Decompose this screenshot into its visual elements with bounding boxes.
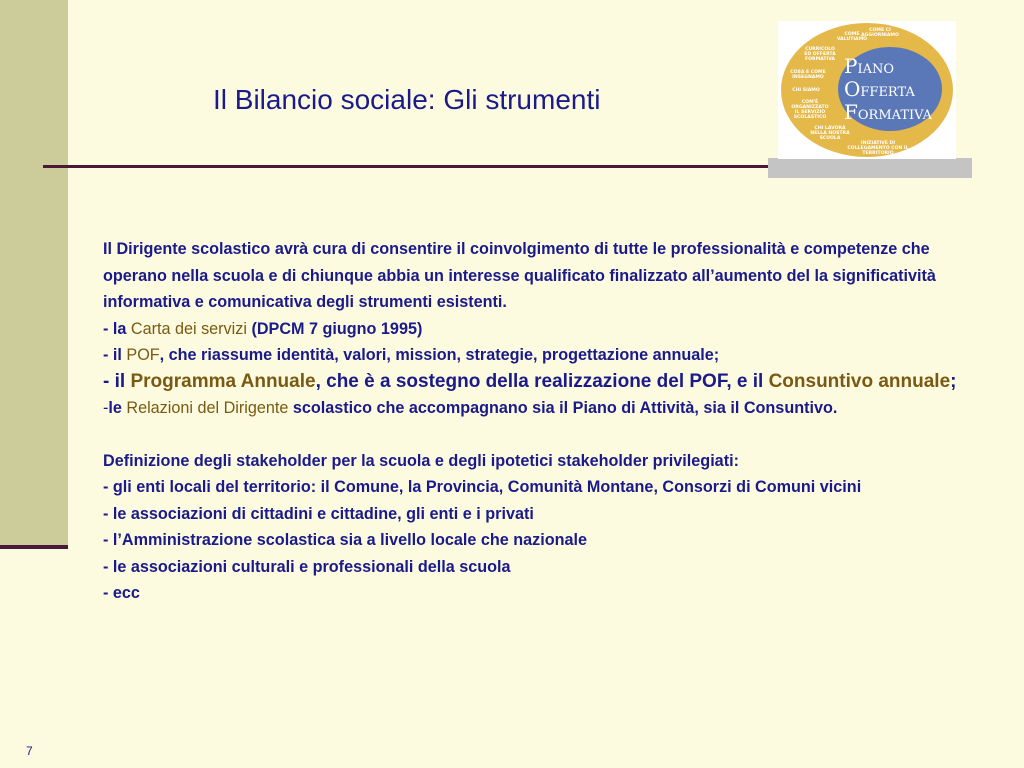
stakeholder-heading: Definizione degli stakeholder per la scuola e degli ipotetici stakeholder privilegiati: bbox=[103, 451, 739, 470]
line-carta-servizi bbox=[103, 316, 963, 343]
slide-number: 7 bbox=[26, 744, 33, 758]
logo-word-piano: PIANO bbox=[844, 54, 895, 78]
highlight-carta-servizi: Carta dei servizi bbox=[130, 319, 247, 338]
logo-ring-text: FORMATIVA bbox=[805, 57, 835, 62]
logo-ring-text: COME bbox=[844, 32, 860, 37]
stakeholder-item: - gli enti locali del territorio: il Comune, la Provincia, Comunità Montane, Consorzi di Comuni vicini bbox=[103, 478, 862, 496]
logo-caption-bar bbox=[768, 158, 972, 178]
highlight-relazioni-dirigente: Relazioni del Dirigente bbox=[126, 399, 289, 417]
line-prefix: - il bbox=[103, 346, 127, 364]
logo-ring-text: CHI LAVORA bbox=[814, 126, 846, 131]
logo-ring-text: INSEGNAMO bbox=[792, 75, 824, 80]
line-prefix: - la bbox=[103, 319, 131, 338]
paragraph-gap bbox=[103, 422, 963, 448]
line-pof bbox=[103, 342, 963, 369]
pof-logo-graphic bbox=[778, 21, 956, 159]
line-article: le bbox=[108, 399, 127, 417]
logo-ring-text: CURRICOLO bbox=[805, 47, 835, 52]
stakeholder-item: - le associazioni culturali e professionali della scuola bbox=[103, 557, 511, 576]
left-decorative-band bbox=[0, 0, 68, 545]
line-relazioni bbox=[103, 395, 963, 422]
logo-ring-text: COLLEGAMENTO CON IL bbox=[847, 146, 909, 151]
logo-ring-text: ED OFFERTA bbox=[804, 52, 836, 57]
logo-ring-text: COM'È bbox=[801, 100, 819, 105]
highlight-programma-annuale: Programma Annuale bbox=[130, 370, 316, 392]
intro-paragraph: Il Dirigente scolastico avrà cura di consentire il coinvolgimento di tutte le professionalità e competenze che operano nella scuola e di chiunque abbia un interesse qualificato finalizzato all’aumento del la significatività informativa e comunicativa degli strumenti esistenti. bbox=[103, 240, 936, 311]
logo-ring-text: SCUOLA bbox=[819, 136, 841, 141]
stakeholder-item: - l’Amministrazione scolastica sia a livello locale che nazionale bbox=[103, 531, 588, 549]
line-suffix: (DPCM 7 giugno 1995) bbox=[246, 319, 423, 338]
highlight-pof: POF bbox=[126, 346, 160, 364]
logo-word-formativa: FORMATIVA bbox=[844, 100, 933, 124]
slide-body bbox=[103, 236, 963, 607]
left-band-underline bbox=[0, 545, 68, 549]
logo-ring-text: VALUTIAMO bbox=[836, 37, 868, 42]
stakeholder-item: - ecc bbox=[103, 584, 140, 602]
pof-logo bbox=[778, 21, 956, 159]
logo-ring-text: NELLA NOSTRA bbox=[810, 131, 850, 136]
line-prefix: - il bbox=[103, 370, 131, 392]
logo-ring-text: ORGANIZZATO bbox=[791, 105, 829, 110]
line-suffix: ; bbox=[950, 370, 957, 392]
logo-word-offerta: OFFERTA bbox=[844, 77, 915, 101]
line-suffix: scolastico che accompagnano sia il Piano di Attività, sia il Consuntivo. bbox=[288, 399, 838, 417]
logo-ring-text: SCOLASTICO bbox=[793, 115, 827, 120]
slide-title: Il Bilancio sociale: Gli strumenti bbox=[213, 84, 601, 115]
logo-ring-text: CHI SIAMO bbox=[792, 88, 820, 93]
line-middle: , che è a sostegno della realizzazione del POF, e il bbox=[315, 370, 769, 392]
logo-ring-text: COME CI bbox=[869, 28, 891, 33]
logo-ring-text: TERRITORIO bbox=[862, 151, 894, 156]
logo-ring-text: INIZIATIVE DI bbox=[860, 141, 896, 146]
logo-ring-text: COSA E COME bbox=[790, 70, 826, 75]
logo-ring-text: AGGIORNIAMO bbox=[861, 33, 899, 38]
title-divider bbox=[43, 165, 813, 168]
line-suffix: , che riassume identità, valori, mission, strategie, progettazione annuale; bbox=[159, 346, 720, 364]
line-prefix: - bbox=[103, 399, 109, 417]
stakeholder-item: - le associazioni di cittadini e cittadine, gli enti e i privati bbox=[103, 504, 534, 523]
highlight-consuntivo-annuale: Consuntivo annuale bbox=[768, 370, 951, 392]
line-programma-annuale bbox=[103, 369, 963, 396]
logo-ring-text: IL SERVIZIO bbox=[794, 110, 826, 115]
